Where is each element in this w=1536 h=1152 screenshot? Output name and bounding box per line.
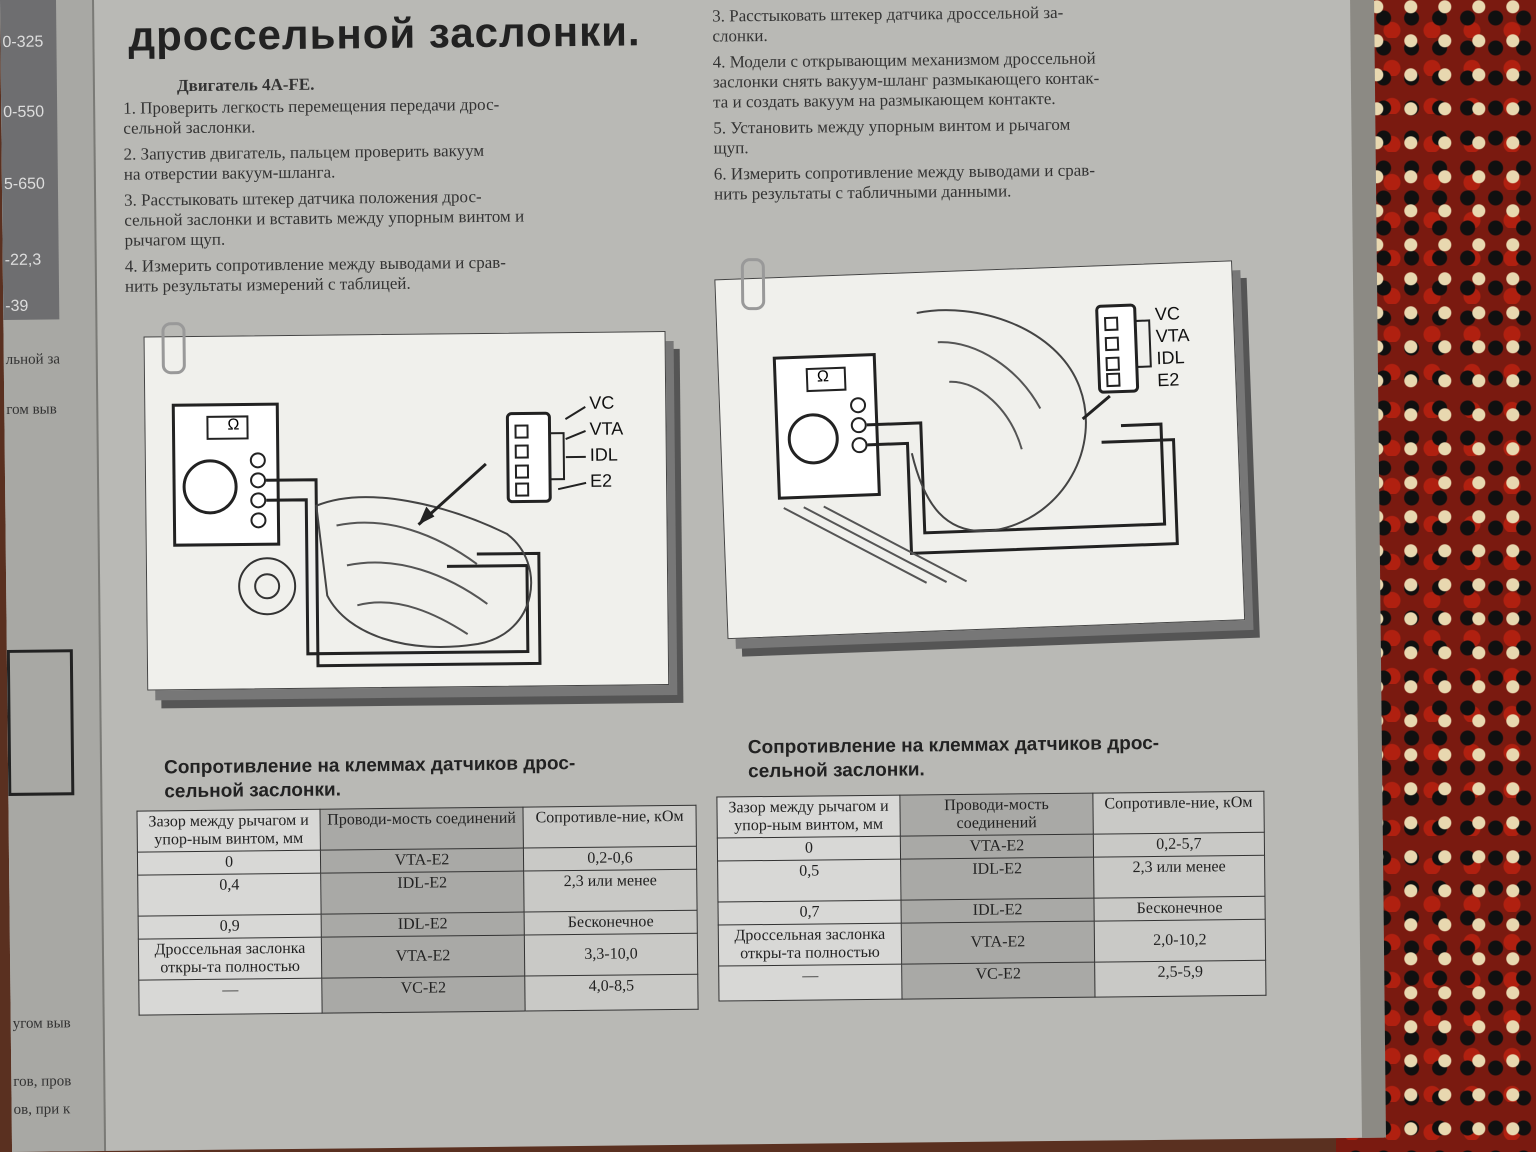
table-cell: IDL-E2 — [901, 857, 1094, 900]
table-cell: — — [719, 964, 902, 1001]
table-cell: 0,4 — [138, 873, 321, 916]
left-text: ов, при к — [13, 1101, 71, 1118]
table-cell: 0,9 — [138, 914, 321, 939]
table-cell: VTA-E2 — [901, 921, 1094, 964]
pin-label: IDL — [1156, 347, 1185, 369]
pin-label: VTA — [1155, 325, 1190, 347]
table-cell: 0 — [717, 836, 900, 861]
step-text: 4. Модели с открывающим механизмом дроссельной заслонки снять вакуум-шланг размыкающего контак- та и создать вакуум на размыкающем контакте. — [712, 48, 1100, 112]
table-cell: VC-E2 — [902, 962, 1095, 999]
table-row — [718, 919, 1265, 966]
table-cell: VTA-E2 — [320, 848, 523, 873]
table-cell: 2,5-5,9 — [1095, 960, 1266, 997]
step-text: 6. Измерить сопротивление между выводами и срав- нить результаты с табличными данными. — [713, 160, 1096, 204]
table-cell: 0,7 — [718, 900, 901, 925]
table-cell: 3,3-10,0 — [524, 933, 697, 976]
table-cell: 0,2-0,6 — [523, 846, 696, 871]
section-heading: дроссельной заслонки. — [128, 7, 641, 60]
step-text: 3. Расстыковать штекер датчика положения дрос- сельной заслонки и вставить между упорным винтом и рычагом щуп. — [124, 186, 525, 250]
pin-label: IDL — [589, 444, 618, 465]
table-cell: 2,3 или менее — [524, 869, 697, 912]
ohm-symbol: Ω — [816, 368, 830, 386]
table-row — [718, 855, 1265, 902]
table-row — [138, 933, 697, 980]
left-item: 0-325 — [2, 33, 44, 51]
table-cell: Дроссельная заслонка откры-та полностью — [138, 937, 321, 980]
wiring-illustration — [145, 332, 669, 689]
table-cell: Бесконечное — [524, 910, 697, 935]
step-text: 5. Установить между упорным винтом и рычагом щуп. — [713, 114, 1071, 158]
pin-label: VTA — [589, 418, 624, 439]
table-header: Проводи-мость соединений — [320, 807, 523, 850]
left-text: гом выв — [6, 401, 57, 418]
step-text: 2. Запустив двигатель, пальцем проверить вакуум на отверстии вакуум-шланга. — [123, 140, 485, 184]
table-caption: Сопротивление на клеммах датчиков дрос- сельной заслонки. — [163, 753, 576, 803]
pin-label: VC — [589, 392, 615, 413]
table-cell: VTA-E2 — [321, 935, 524, 978]
table-cell: 4,0-8,5 — [525, 974, 698, 1011]
left-item: -39 — [5, 297, 29, 315]
table-cell: 0 — [137, 850, 320, 875]
left-frame — [7, 649, 75, 796]
resistance-table — [136, 805, 698, 1016]
left-text: угом выв — [12, 1015, 71, 1032]
table-cell: 0,5 — [718, 859, 901, 902]
table-cell: IDL-E2 — [321, 871, 524, 914]
table-caption: Сопротивление на клеммах датчиков дрос- сельной заслонки. — [747, 732, 1160, 783]
table-cell: Дроссельная заслонка откры-та полностью — [718, 923, 901, 966]
resistance-table — [716, 791, 1266, 1002]
engine-label: Двигатель 4A-FE. — [176, 74, 315, 96]
table-header: Сопротивле-ние, кОм — [1093, 791, 1264, 834]
figure-alt-model — [714, 260, 1245, 639]
table-header: Проводи-мость соединений — [900, 793, 1093, 836]
figure-4a-fe — [144, 331, 670, 690]
ohm-symbol: Ω — [227, 416, 240, 434]
step-text: 4. Измерить сопротивление между выводами и срав- нить результаты измерений с таблицей. — [124, 252, 506, 296]
pin-label: E2 — [1156, 369, 1180, 391]
table-cell: Бесконечное — [1094, 896, 1265, 921]
table-cell: IDL-E2 — [901, 898, 1094, 923]
table-cell: 2,3 или менее — [1094, 855, 1265, 898]
paper-clip-icon — [741, 258, 766, 310]
step-text: 1. Проверить легкость перемещения передачи дрос- сельной заслонки. — [123, 94, 500, 138]
table-row — [138, 869, 697, 916]
left-text: льной за — [5, 351, 61, 368]
table-cell: VC-E2 — [322, 976, 525, 1013]
table-cell: IDL-E2 — [321, 912, 524, 937]
table-header: Зазор между рычагом и упор-ным винтом, мм — [137, 809, 320, 852]
paper-clip-icon — [161, 322, 186, 374]
table-header: Зазор между рычагом и упор-ным винтом, мм — [717, 795, 900, 838]
left-text: гов, пров — [13, 1073, 72, 1090]
pin-label: VC — [1154, 303, 1181, 325]
left-item: -22,3 — [4, 251, 42, 269]
table-row — [719, 960, 1266, 1001]
left-item: 5-650 — [3, 175, 45, 193]
step-text: 3. Расстыковать штекер датчика дроссельной за- слонки. — [712, 2, 1064, 46]
table-cell: 2,0-10,2 — [1094, 919, 1265, 962]
table-header: Сопротивле-ние, кОм — [523, 805, 696, 848]
table-cell: VTA-E2 — [900, 834, 1093, 859]
pin-label: E2 — [589, 470, 613, 491]
left-page-edge — [0, 0, 106, 1152]
table-cell: 0,2-5,7 — [1093, 832, 1264, 857]
left-item: 0-550 — [3, 103, 45, 121]
table-cell: — — [139, 978, 322, 1015]
table-row — [139, 974, 698, 1015]
